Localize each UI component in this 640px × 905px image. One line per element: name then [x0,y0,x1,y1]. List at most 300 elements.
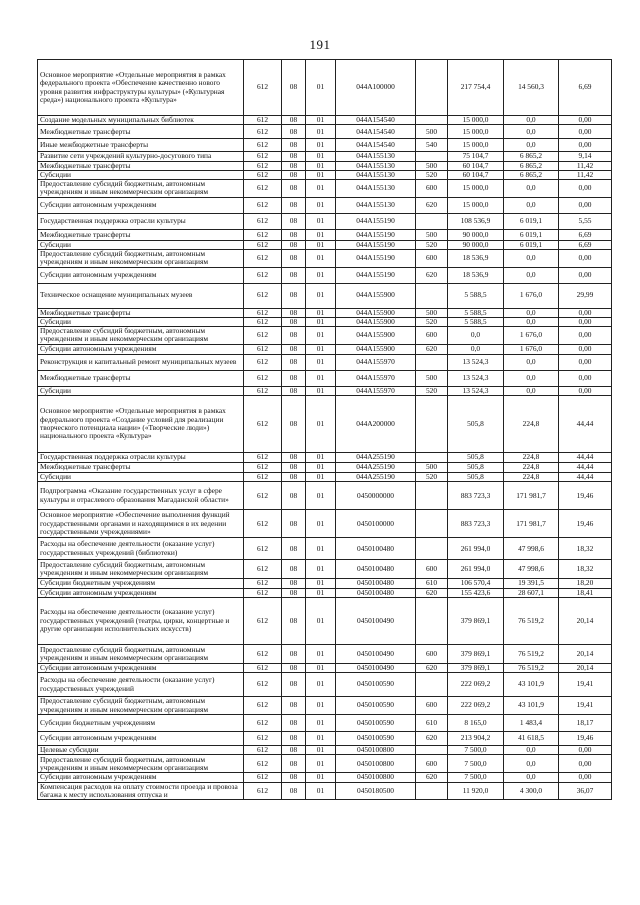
cell-plan: 7 500,0 [448,746,504,755]
cell-fact: 6 019,1 [504,213,559,229]
cell-name: Предоставление субсидий бюджетным, автономным учреждениям и иным некоммерческим организациям [38,327,244,345]
cell-pr: 01 [306,538,336,560]
cell-csr: 044A200000 [336,395,416,452]
cell-rz: 08 [282,283,306,308]
cell-plan: 60 104,7 [448,161,504,170]
cell-name: Реконструкция и капитальный ремонт муниципальных музеев [38,354,244,370]
cell-rz: 08 [282,782,306,800]
cell-grbs: 612 [244,267,282,283]
cell-pr: 01 [306,746,336,755]
cell-vr: 610 [416,715,448,732]
cell-pr: 01 [306,317,336,326]
cell-rz: 08 [282,116,306,125]
cell-csr: 0450100480 [336,560,416,579]
table-row [38,249,612,267]
cell-fact: 6 865,2 [504,170,559,179]
cell-plan: 217 754,4 [448,60,504,116]
cell-fact: 224,8 [504,395,559,452]
cell-name: Межбюджетные трансферты [38,229,244,240]
cell-fact: 224,8 [504,462,559,472]
cell-plan: 15 000,0 [448,125,504,139]
cell-rz: 08 [282,60,306,116]
cell-csr: 0450100800 [336,773,416,782]
cell-name: Межбюджетные трансферты [38,462,244,472]
cell-pct: 0,00 [559,317,612,326]
cell-plan: 90 000,0 [448,240,504,249]
table-row [38,229,612,240]
cell-fact: 0,0 [504,746,559,755]
cell-pr: 01 [306,267,336,283]
cell-fact: 43 101,9 [504,673,559,697]
cell-vr [416,782,448,800]
cell-grbs: 612 [244,472,282,481]
cell-vr: 500 [416,308,448,317]
cell-fact: 14 560,3 [504,60,559,116]
cell-grbs: 612 [244,755,282,773]
cell-grbs: 612 [244,370,282,386]
cell-csr: 044A155190 [336,229,416,240]
cell-rz: 08 [282,161,306,170]
table-row [38,125,612,139]
cell-pr: 01 [306,170,336,179]
cell-csr: 044A155900 [336,327,416,345]
cell-fact: 1 676,0 [504,283,559,308]
cell-vr: 620 [416,732,448,746]
table-row [38,395,612,452]
cell-vr: 620 [416,267,448,283]
cell-name: Межбюджетные трансферты [38,308,244,317]
cell-csr: 044A155970 [336,370,416,386]
cell-name: Субсидии автономным учреждениям [38,773,244,782]
cell-pct: 19,41 [559,697,612,715]
table-row [38,213,612,229]
table-row [38,697,612,715]
cell-rz: 08 [282,538,306,560]
table-row [38,644,612,663]
cell-rz: 08 [282,267,306,283]
cell-plan: 0,0 [448,327,504,345]
cell-csr: 0450100480 [336,588,416,597]
cell-pct: 0,00 [559,746,612,755]
cell-fact: 47 998,6 [504,560,559,579]
table-row [38,588,612,597]
cell-csr: 044A155190 [336,249,416,267]
cell-grbs: 612 [244,510,282,538]
cell-plan: 11 920,0 [448,782,504,800]
cell-name: Компенсация расходов на оплату стоимости проезда и провоза багажа к месту использования отпуска и [38,782,244,800]
cell-vr [416,673,448,697]
cell-name: Субсидии [38,170,244,179]
cell-name: Субсидии автономным учреждениям [38,588,244,597]
cell-csr: 044A155190 [336,213,416,229]
cell-pct: 0,00 [559,125,612,139]
cell-name: Расходы на обеспечение деятельности (оказание услуг) государственных учреждений (театры, цирки, концертные и другие организации исполнительских искусств) [38,597,244,644]
cell-vr: 600 [416,697,448,715]
cell-vr [416,597,448,644]
cell-grbs: 612 [244,161,282,170]
cell-rz: 08 [282,773,306,782]
cell-fact: 1 483,4 [504,715,559,732]
cell-rz: 08 [282,197,306,213]
cell-vr: 600 [416,327,448,345]
cell-plan: 18 536,9 [448,267,504,283]
cell-vr: 500 [416,370,448,386]
cell-pct: 0,00 [559,180,612,198]
table-row [38,462,612,472]
cell-grbs: 612 [244,197,282,213]
cell-fact: 171 981,7 [504,510,559,538]
cell-csr: 044A155900 [336,283,416,308]
cell-rz: 08 [282,560,306,579]
table-row [38,308,612,317]
cell-csr: 0450100590 [336,715,416,732]
cell-plan: 15 000,0 [448,180,504,198]
cell-rz: 08 [282,673,306,697]
table-row [38,240,612,249]
cell-name: Техническое оснащение муниципальных музеев [38,283,244,308]
cell-pr: 01 [306,249,336,267]
cell-name: Субсидии бюджетным учреждениям [38,579,244,588]
cell-name: Основное мероприятие «Отдельные мероприятия в рамках федерального проекта «Создание условий для реализации творческого потенциала нации» («Творческие люди») национального проекта «Культура» [38,395,244,452]
table-row [38,482,612,510]
table-row [38,386,612,395]
cell-name: Предоставление субсидий бюджетным, автономным учреждениям и иным некоммерческим организациям [38,180,244,198]
cell-fact: 0,0 [504,125,559,139]
cell-vr: 600 [416,180,448,198]
cell-fact: 76 519,2 [504,663,559,672]
cell-name: Расходы на обеспечение деятельности (оказание услуг) государственных учреждений (библиотеки) [38,538,244,560]
cell-rz: 08 [282,213,306,229]
cell-name: Предоставление субсидий бюджетным, автономным учреждениям и иным некоммерческим организациям [38,560,244,579]
cell-pr: 01 [306,782,336,800]
cell-name: Субсидии автономным учреждениям [38,732,244,746]
cell-vr [416,116,448,125]
cell-pr: 01 [306,462,336,472]
cell-pct: 0,00 [559,354,612,370]
cell-csr: 044A154540 [336,116,416,125]
cell-plan: 222 069,2 [448,673,504,697]
cell-grbs: 612 [244,116,282,125]
cell-vr [416,746,448,755]
cell-csr: 0450180500 [336,782,416,800]
cell-name: Межбюджетные трансферты [38,161,244,170]
cell-name: Субсидии автономным учреждениям [38,344,244,354]
cell-csr: 0450100590 [336,697,416,715]
cell-grbs: 612 [244,170,282,179]
cell-pr: 01 [306,60,336,116]
cell-grbs: 612 [244,673,282,697]
table-row [38,370,612,386]
cell-grbs: 612 [244,462,282,472]
cell-pct: 11,42 [559,161,612,170]
cell-name: Государственная поддержка отрасли культуры [38,452,244,462]
cell-vr [416,283,448,308]
cell-pct: 19,46 [559,482,612,510]
cell-grbs: 612 [244,60,282,116]
cell-vr: 600 [416,249,448,267]
cell-vr: 500 [416,462,448,472]
cell-pr: 01 [306,472,336,481]
cell-pct: 0,00 [559,116,612,125]
cell-pct: 0,00 [559,386,612,395]
cell-pct: 44,44 [559,395,612,452]
cell-csr: 0450100800 [336,746,416,755]
cell-vr: 520 [416,472,448,481]
cell-rz: 08 [282,249,306,267]
cell-plan: 505,8 [448,395,504,452]
cell-rz: 08 [282,462,306,472]
table-row [38,327,612,345]
cell-rz: 08 [282,715,306,732]
cell-plan: 883 723,3 [448,482,504,510]
cell-plan: 5 588,5 [448,308,504,317]
cell-vr: 520 [416,317,448,326]
cell-rz: 08 [282,370,306,386]
table-row [38,472,612,481]
cell-pr: 01 [306,240,336,249]
cell-rz: 08 [282,588,306,597]
cell-grbs: 612 [244,213,282,229]
table-row [38,673,612,697]
cell-csr: 0450100490 [336,663,416,672]
cell-pct: 36,07 [559,782,612,800]
cell-grbs: 612 [244,773,282,782]
cell-pr: 01 [306,344,336,354]
cell-plan: 213 904,2 [448,732,504,746]
cell-name: Целевые субсидии [38,746,244,755]
cell-grbs: 612 [244,317,282,326]
cell-vr [416,482,448,510]
cell-grbs: 612 [244,560,282,579]
cell-fact: 224,8 [504,452,559,462]
table-row [38,782,612,800]
cell-fact: 0,0 [504,116,559,125]
cell-plan: 222 069,2 [448,697,504,715]
cell-csr: 0450100480 [336,538,416,560]
cell-pr: 01 [306,116,336,125]
cell-pr: 01 [306,644,336,663]
cell-rz: 08 [282,755,306,773]
cell-name: Межбюджетные трансферты [38,125,244,139]
cell-vr: 520 [416,386,448,395]
cell-vr: 540 [416,139,448,152]
cell-plan: 505,8 [448,452,504,462]
cell-plan: 75 104,7 [448,152,504,161]
cell-pr: 01 [306,161,336,170]
cell-vr [416,213,448,229]
cell-rz: 08 [282,452,306,462]
cell-pr: 01 [306,715,336,732]
cell-fact: 171 981,7 [504,482,559,510]
cell-csr: 044A155130 [336,152,416,161]
cell-grbs: 612 [244,283,282,308]
cell-rz: 08 [282,308,306,317]
table-row [38,283,612,308]
cell-vr: 500 [416,161,448,170]
cell-name: Субсидии [38,240,244,249]
cell-pr: 01 [306,386,336,395]
cell-name: Иные межбюджетные трансферты [38,139,244,152]
cell-grbs: 612 [244,344,282,354]
cell-plan: 379 869,1 [448,597,504,644]
table-body [38,60,612,800]
cell-rz: 08 [282,180,306,198]
cell-fact: 0,0 [504,386,559,395]
cell-pct: 0,00 [559,327,612,345]
cell-plan: 155 423,6 [448,588,504,597]
cell-vr: 500 [416,229,448,240]
cell-grbs: 612 [244,229,282,240]
cell-plan: 13 524,3 [448,386,504,395]
table-row [38,344,612,354]
cell-plan: 18 536,9 [448,249,504,267]
cell-pct: 19,46 [559,732,612,746]
cell-grbs: 612 [244,597,282,644]
cell-pct: 0,00 [559,249,612,267]
table-row [38,755,612,773]
cell-fact: 28 607,1 [504,588,559,597]
cell-name: Субсидии бюджетным учреждениям [38,715,244,732]
cell-pr: 01 [306,327,336,345]
cell-pct: 19,46 [559,510,612,538]
table-row [38,597,612,644]
cell-pct: 44,44 [559,462,612,472]
cell-pr: 01 [306,597,336,644]
table-row [38,197,612,213]
cell-vr [416,60,448,116]
table-row [38,663,612,672]
cell-rz: 08 [282,327,306,345]
cell-rz: 08 [282,240,306,249]
cell-grbs: 612 [244,180,282,198]
cell-grbs: 612 [244,308,282,317]
cell-name: Государственная поддержка отрасли культуры [38,213,244,229]
cell-vr: 520 [416,170,448,179]
budget-table [37,59,612,800]
cell-csr: 0450100480 [336,579,416,588]
cell-csr: 044A155970 [336,386,416,395]
cell-pr: 01 [306,308,336,317]
table-row [38,715,612,732]
cell-csr: 044A154540 [336,139,416,152]
cell-name: Предоставление субсидий бюджетным, автономным учреждениям и иным некоммерческим организациям [38,697,244,715]
cell-fact: 0,0 [504,354,559,370]
table-row [38,746,612,755]
cell-vr [416,152,448,161]
cell-pr: 01 [306,370,336,386]
cell-rz: 08 [282,152,306,161]
cell-pct: 18,32 [559,560,612,579]
cell-grbs: 612 [244,482,282,510]
cell-csr: 044A155130 [336,197,416,213]
cell-plan: 15 000,0 [448,116,504,125]
cell-fact: 4 300,0 [504,782,559,800]
cell-vr: 600 [416,644,448,663]
cell-plan: 883 723,3 [448,510,504,538]
cell-pr: 01 [306,663,336,672]
table-row [38,538,612,560]
cell-rz: 08 [282,510,306,538]
cell-grbs: 612 [244,746,282,755]
table-row [38,560,612,579]
cell-fact: 1 676,0 [504,344,559,354]
cell-fact: 0,0 [504,139,559,152]
cell-pct: 18,41 [559,588,612,597]
cell-pr: 01 [306,510,336,538]
cell-plan: 7 500,0 [448,755,504,773]
cell-plan: 5 588,5 [448,317,504,326]
cell-fact: 47 998,6 [504,538,559,560]
cell-grbs: 612 [244,782,282,800]
cell-plan: 13 524,3 [448,354,504,370]
cell-fact: 0,0 [504,197,559,213]
cell-pct: 0,00 [559,197,612,213]
cell-fact: 19 391,5 [504,579,559,588]
cell-vr: 600 [416,560,448,579]
cell-pct: 44,44 [559,452,612,462]
cell-grbs: 612 [244,732,282,746]
table-row [38,139,612,152]
cell-csr: 044A155900 [336,317,416,326]
cell-plan: 106 570,4 [448,579,504,588]
cell-rz: 08 [282,597,306,644]
cell-rz: 08 [282,354,306,370]
cell-vr: 620 [416,197,448,213]
cell-pct: 20,14 [559,644,612,663]
cell-vr: 620 [416,663,448,672]
cell-plan: 261 994,0 [448,538,504,560]
cell-fact: 0,0 [504,755,559,773]
cell-name: Расходы на обеспечение деятельности (оказание услуг) государственных учреждений [38,673,244,697]
cell-csr: 044A155900 [336,344,416,354]
cell-fact: 41 618,5 [504,732,559,746]
cell-plan: 60 104,7 [448,170,504,179]
cell-grbs: 612 [244,588,282,597]
cell-plan: 13 524,3 [448,370,504,386]
table-row [38,510,612,538]
cell-rz: 08 [282,344,306,354]
cell-fact: 76 519,2 [504,597,559,644]
cell-name: Субсидии [38,317,244,326]
table-row [38,152,612,161]
cell-csr: 0450100590 [336,732,416,746]
cell-plan: 8 165,0 [448,715,504,732]
cell-csr: 0450100490 [336,597,416,644]
cell-csr: 0450100000 [336,510,416,538]
table-row [38,579,612,588]
cell-pr: 01 [306,180,336,198]
cell-vr: 610 [416,579,448,588]
table-row [38,60,612,116]
cell-csr: 044A155900 [336,308,416,317]
cell-grbs: 612 [244,139,282,152]
cell-pr: 01 [306,152,336,161]
cell-fact: 6 019,1 [504,240,559,249]
cell-pr: 01 [306,755,336,773]
cell-plan: 108 536,9 [448,213,504,229]
cell-pct: 5,55 [559,213,612,229]
cell-csr: 044A155130 [336,161,416,170]
page-number: 191 [309,37,331,52]
cell-pr: 01 [306,197,336,213]
cell-rz: 08 [282,386,306,395]
cell-pr: 01 [306,395,336,452]
cell-grbs: 612 [244,327,282,345]
cell-vr [416,452,448,462]
cell-csr: 0450100590 [336,673,416,697]
cell-fact: 6 019,1 [504,229,559,240]
table-row [38,161,612,170]
